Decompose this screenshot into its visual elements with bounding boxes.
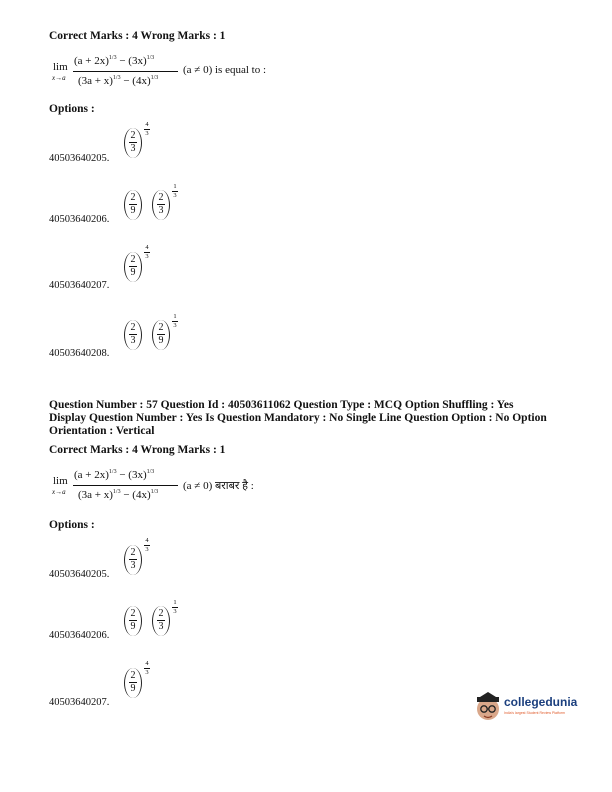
q2-options-label: Options :	[49, 519, 95, 531]
option-id: 40503640206.	[49, 214, 110, 225]
lim-subscript: x→a	[52, 488, 66, 496]
lim-label: lim	[53, 475, 68, 487]
numerator: $(a + 2x)^{1/3} - (3x)^{1/3}$	[74, 55, 155, 67]
exp-one-third: 1/3	[150, 489, 159, 495]
q1-limit-expression	[49, 52, 309, 96]
option-id: 40503640205.	[49, 153, 110, 164]
frac-2-9: 2 9	[124, 190, 142, 220]
lim-subscript: x→a	[52, 74, 66, 82]
exp-one-third: 1 3	[173, 183, 177, 199]
exp-one-third: 1 3	[173, 599, 177, 615]
frac-2-3: 2 3	[124, 128, 142, 158]
q2-header: Question Number : 57 Question Id : 40503611062 Question Type : MCQ Option Shuffling : Yes Display Question Number : Yes Is Question Mandatory : No Single Line Question Option : No Option Orientation : Vertical	[49, 399, 547, 437]
numerator: $(a + 2x)^{1/3} - (3x)^{1/3}$	[74, 469, 155, 481]
exp-four-thirds: 4 3	[145, 121, 149, 137]
frac-2-3: 2 3	[152, 190, 170, 220]
exp-one-third: 1/3	[112, 75, 121, 81]
option-id: 40503640206.	[49, 630, 110, 641]
exp-four-thirds: 4 3	[145, 244, 149, 260]
exp-one-third: 1/3	[112, 489, 121, 495]
exp-one-third: 1/3	[108, 55, 117, 61]
option-id: 40503640207.	[49, 280, 110, 291]
q1-tail-text: (a ≠ 0) is equal to :	[183, 64, 267, 76]
q2-marks: Correct Marks : 4 Wrong Marks : 1	[49, 444, 226, 456]
q2-tail-text: (a ≠ 0) बराबर है :	[183, 480, 254, 492]
frac-2-9: 2 9	[124, 668, 142, 698]
denominator: $(3a + x)^{1/3} - (4x)^{1/3}$	[78, 75, 159, 87]
collegedunia-logo	[474, 692, 600, 722]
exp-one-third: 1/3	[108, 469, 117, 475]
q1-marks: Correct Marks : 4 Wrong Marks : 1	[49, 30, 226, 42]
fraction-bar	[73, 71, 178, 72]
frac-2-9: 2 9	[152, 320, 170, 350]
q1-options-label: Options :	[49, 103, 95, 115]
exp-four-thirds: 4 3	[145, 660, 149, 676]
logo-tagline: India's largest Student Review Platform	[504, 711, 565, 715]
exp-four-thirds: 4 3	[145, 537, 149, 553]
exp-one-third: 1/3	[146, 55, 155, 61]
denominator: $(3a + x)^{1/3} - (4x)^{1/3}$	[78, 489, 159, 501]
frac-2-3: 2 3	[124, 320, 142, 350]
logo-name: collegedunia	[504, 695, 578, 709]
exp-one-third: 1/3	[146, 469, 155, 475]
mascot-icon	[474, 692, 502, 722]
frac-2-9: 2 9	[124, 606, 142, 636]
lim-label: lim	[53, 61, 68, 73]
option-id: 40503640208.	[49, 348, 110, 359]
exp-one-third: 1/3	[150, 75, 159, 81]
option-id: 40503640205.	[49, 569, 110, 580]
frac-2-3: 2 3	[124, 545, 142, 575]
frac-2-9: 2 9	[124, 252, 142, 282]
q2-limit-expression	[49, 466, 309, 510]
exp-one-third: 1 3	[173, 313, 177, 329]
option-id: 40503640207.	[49, 697, 110, 708]
frac-2-3: 2 3	[152, 606, 170, 636]
fraction-bar	[73, 485, 178, 486]
